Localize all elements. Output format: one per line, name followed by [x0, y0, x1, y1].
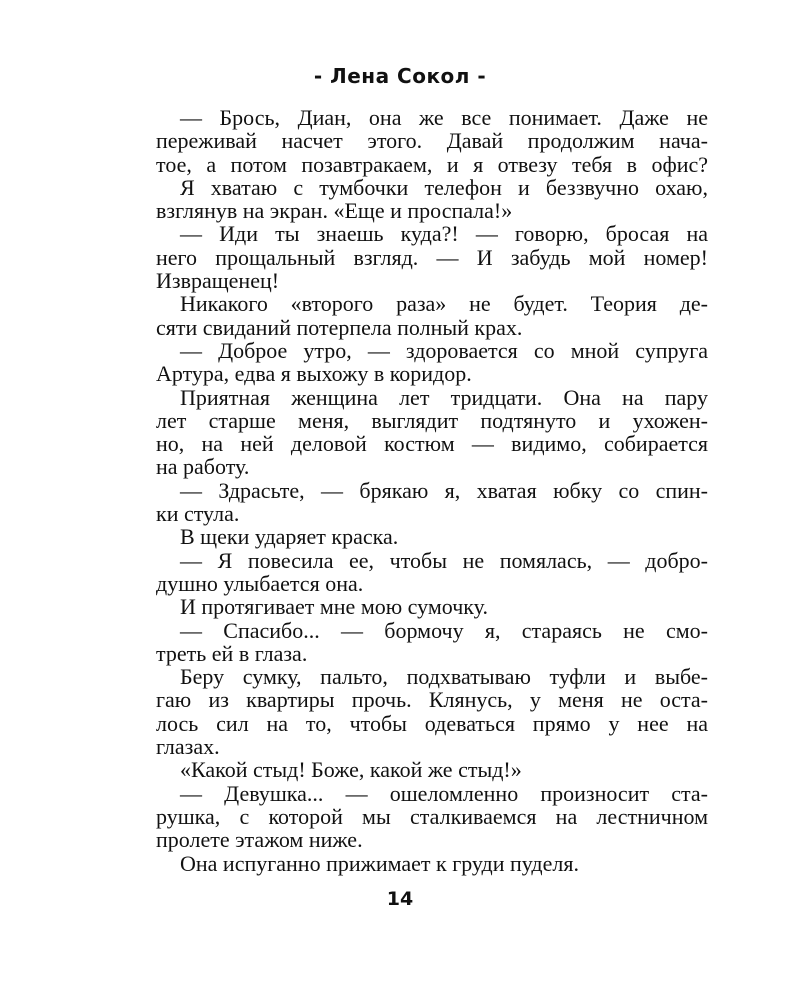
text-line-11: — Доброе утро, — здоровается со мной супруга	[180, 337, 708, 363]
text-line-26: гаю из квартиры прочь. Клянусь, у меня не оста-	[156, 687, 708, 713]
text-line-31: рушка, с которой мы сталкиваемся на лестничном	[156, 803, 708, 829]
text-line-7: него прощальный взгляд. — И забудь мой номер!	[156, 244, 708, 270]
page-number: 14	[386, 888, 414, 910]
text-line-9: Никакого «второго раза» не будет. Теория де-	[180, 291, 708, 317]
text-line-2: переживай насчет этого. Давай продолжим нача-	[156, 128, 708, 154]
text-line-33: Она испуганно прижимает к груди пуделя.	[180, 850, 579, 876]
text-line-12: Артура, едва я выхожу в коридор.	[156, 361, 472, 387]
text-line-32: пролете этажом ниже.	[156, 827, 363, 853]
text-line-6: — Иди ты знаешь куда?! — говорю, бросая на	[180, 221, 708, 247]
text-line-3: тое, а потом позавтракаем, и я отвезу тебя в офис?	[156, 151, 708, 177]
text-line-28: глазах.	[156, 734, 220, 760]
text-line-25: Беру сумку, пальто, подхватываю туфли и выбе-	[180, 664, 708, 690]
text-line-10: сяти свиданий потерпела полный крах.	[156, 314, 523, 340]
text-line-22: И протягивает мне мою сумочку.	[180, 594, 488, 620]
text-line-13: Приятная женщина лет тридцати. Она на пару	[180, 384, 708, 410]
text-line-5: взглянув на экран. «Еще и проспала!»	[156, 198, 513, 224]
text-line-21: душно улыбается она.	[156, 570, 364, 596]
text-line-30: — Девушка... — ошеломленно произносит ста-	[180, 780, 708, 806]
text-line-27: лось сил на то, чтобы одеваться прямо у нее на	[156, 710, 708, 736]
text-line-20: — Я повесила ее, чтобы не помялась, — добро-	[180, 547, 708, 573]
text-line-19: В щеки ударяет краска.	[180, 524, 399, 550]
text-line-14: лет старше меня, выглядит подтянуто и ухожен-	[156, 407, 708, 433]
text-line-17: — Здрасьте, — брякаю я, хватая юбку со спин-	[180, 477, 708, 503]
text-line-23: — Спасибо... — бормочу я, стараясь не смо-	[180, 617, 708, 643]
text-line-18: ки стула.	[156, 501, 240, 527]
text-line-4: Я хватаю с тумбочки телефон и беззвучно охаю,	[180, 174, 708, 200]
text-line-15: но, на ней деловой костюм — видимо, собирается	[156, 431, 708, 457]
text-line-8: Извращенец!	[156, 268, 280, 294]
text-line-16: на работу.	[156, 454, 250, 480]
text-line-1: — Брось, Диан, она же все понимает. Даже не	[180, 105, 708, 130]
text-line-29: «Какой стыд! Боже, какой же стыд!»	[180, 757, 522, 783]
running-header-author: - Лена Сокол -	[313, 64, 487, 88]
text-line-24: треть ей в глаза.	[156, 640, 308, 666]
body-text	[156, 105, 708, 876]
